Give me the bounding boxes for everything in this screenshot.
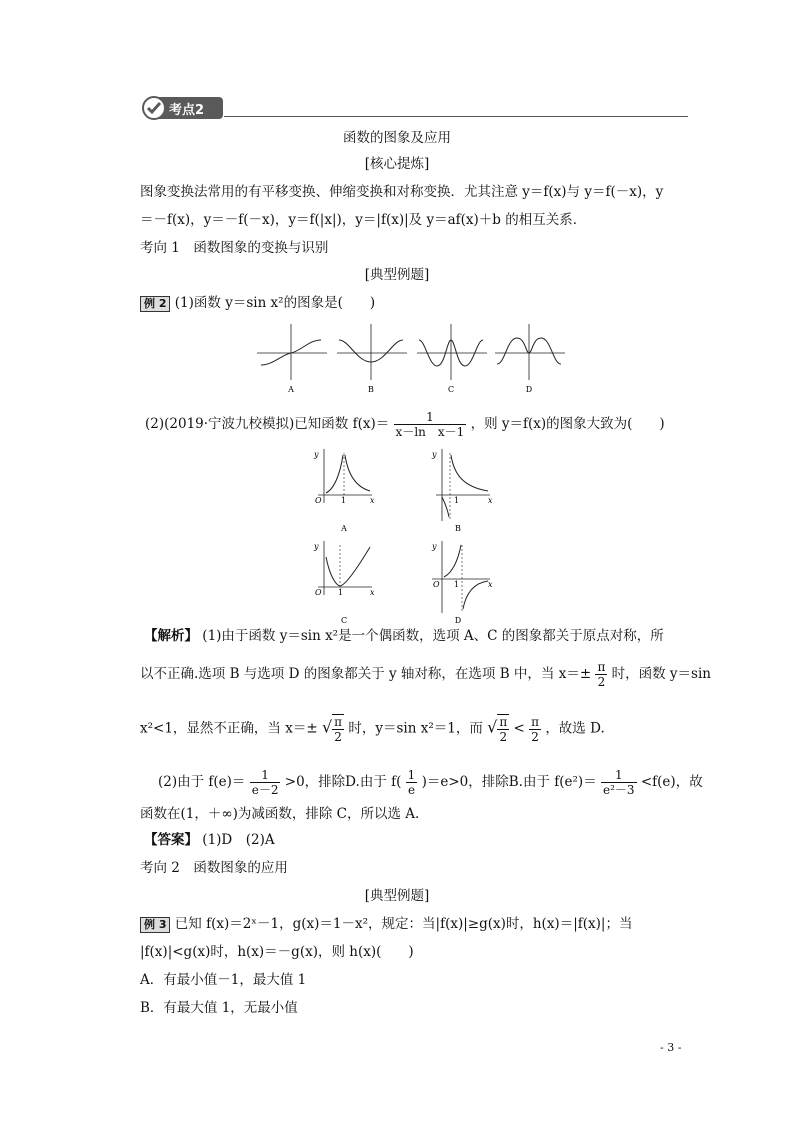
- graph-1a: [257, 324, 327, 394]
- intro-line-1: 图象变换法常用的有平移变换、伸缩变换和对称变换．尤其注意 y＝f(x)与 y＝f(－x)，y: [140, 184, 664, 200]
- analysis-line-3: x²<1，显然不正确，当 x＝± √ $\frac{\pi}{2}$ 时，y＝sin x²＝1，而 √ $\frac{\pi}{2}$ < $\frac{\pi}{2}$ ，故选 D.: [140, 714, 605, 744]
- example-3-line-2: |f(x)|<g(x)时，h(x)＝－g(x)，则 h(x)( ): [140, 944, 414, 960]
- typical-heading-2: [典型例题]: [364, 888, 430, 904]
- badge-label: 考点2: [169, 103, 205, 118]
- analysis-line-1: 【解析】 (1)由于函数 y＝sin x²是一个偶函数，选项 A、C 的图象都关于原点对称，所: [144, 628, 664, 644]
- analysis-line-4: (2)由于 f(e)＝ $\frac{1}{e-2}$ >0，排除D.由于 f( $\frac{1}{e}$ )＝e>0，排除B.由于 f(e²)＝ $\frac{1}{\text{e²－3}}$ <f(e)，故: [158, 768, 703, 797]
- graph-1d-label: D: [525, 385, 533, 394]
- analysis-line-5: 函数在(1，＋∞)为减函数，排除 C，所以选 A.: [140, 806, 420, 822]
- svg-text:x: x: [370, 588, 375, 597]
- svg-text:x: x: [488, 496, 493, 505]
- svg-text:y: y: [432, 542, 437, 551]
- sin-graphs: [255, 320, 565, 392]
- analysis-line-2: 以不正确.选项 B 与选项 D 的图象都关于 y 轴对称，在选项 B 中，当 x＝± $\frac{\pi}{2}$ 时，函数 y＝sin: [140, 660, 711, 689]
- graph-2b: [431, 449, 493, 533]
- section-badge: [143, 97, 223, 119]
- svg-text:O: O: [433, 580, 440, 589]
- q1-text: (1)函数 y＝sin x²的图象是( ): [174, 295, 376, 311]
- answer-text: (1)D (2)A: [202, 832, 275, 848]
- graph-1d: [495, 324, 565, 394]
- svg-text:1: 1: [341, 496, 347, 505]
- q2-pre: (2)(2019·宁波九校模拟)已知函数 f(x)＝: [145, 416, 390, 432]
- example-tag: 例 2: [140, 296, 170, 312]
- graph-2b-label: B: [455, 524, 461, 533]
- graph-1c-label: C: [447, 385, 455, 394]
- example-tag: 例 3: [140, 917, 170, 933]
- graph-1c: [417, 324, 487, 394]
- svg-text:x: x: [370, 496, 375, 505]
- graph-2d: [431, 541, 493, 625]
- graph-2d-label: D: [454, 616, 462, 625]
- svg-text:y: y: [314, 450, 319, 459]
- graph-2c: [313, 541, 375, 625]
- svg-text:y: y: [432, 450, 437, 459]
- graph-1a-label: A: [288, 385, 294, 394]
- q2-fraction: $\frac{1}{\text{x－ln x－1}}$: [395, 410, 465, 439]
- graph-1b-label: B: [368, 385, 374, 394]
- q2-post: ，则 y＝f(x)的图象大致为( ): [470, 416, 665, 432]
- fx-graphs: [310, 445, 493, 625]
- direction-2: 考向 2 函数图象的应用: [140, 860, 288, 876]
- section-title: 函数的图象及应用: [343, 130, 451, 146]
- core-heading: [核心提炼]: [364, 156, 430, 172]
- example-3-line-1: 例 3 已知 f(x)＝2ˣ－1，g(x)＝1－x²，规定：当|f(x)|≥g(x)时，h(x)＝|f(x)|；当: [140, 914, 632, 934]
- option-a: A．有最小值－1，最大值 1: [140, 972, 307, 988]
- header-rule: [224, 116, 688, 117]
- page-number: - 3 -: [660, 1041, 682, 1054]
- intro-line-2: ＝－f(x)，y＝－f(－x)，y＝f(|x|)，y＝|f(x)|及 y＝af(x)＋b 的相互关系．: [140, 212, 587, 228]
- graph-1b: [337, 324, 407, 394]
- direction-1: 考向 1 函数图象的变换与识别: [140, 240, 329, 256]
- typical-heading-1: [典型例题]: [364, 267, 430, 283]
- example-2-question-2: [145, 410, 665, 439]
- svg-text:O: O: [315, 496, 322, 505]
- svg-text:1: 1: [454, 580, 460, 589]
- check-icon: [142, 96, 166, 120]
- svg-text:y: y: [314, 542, 319, 551]
- svg-text:O: O: [315, 588, 322, 597]
- svg-text:x: x: [488, 580, 493, 589]
- answer-line: [144, 830, 275, 850]
- example-2-question-1: [140, 293, 375, 313]
- svg-text:1: 1: [338, 588, 344, 597]
- graph-2a: [313, 449, 375, 533]
- svg-text:1: 1: [454, 496, 460, 505]
- graph-2a-label: A: [341, 524, 347, 533]
- analysis-head: 【解析】: [144, 628, 198, 644]
- graph-2c-label: C: [340, 616, 348, 625]
- answer-head: 【答案】: [144, 832, 198, 848]
- option-b: B．有最大值 1，无最小值: [140, 1000, 298, 1016]
